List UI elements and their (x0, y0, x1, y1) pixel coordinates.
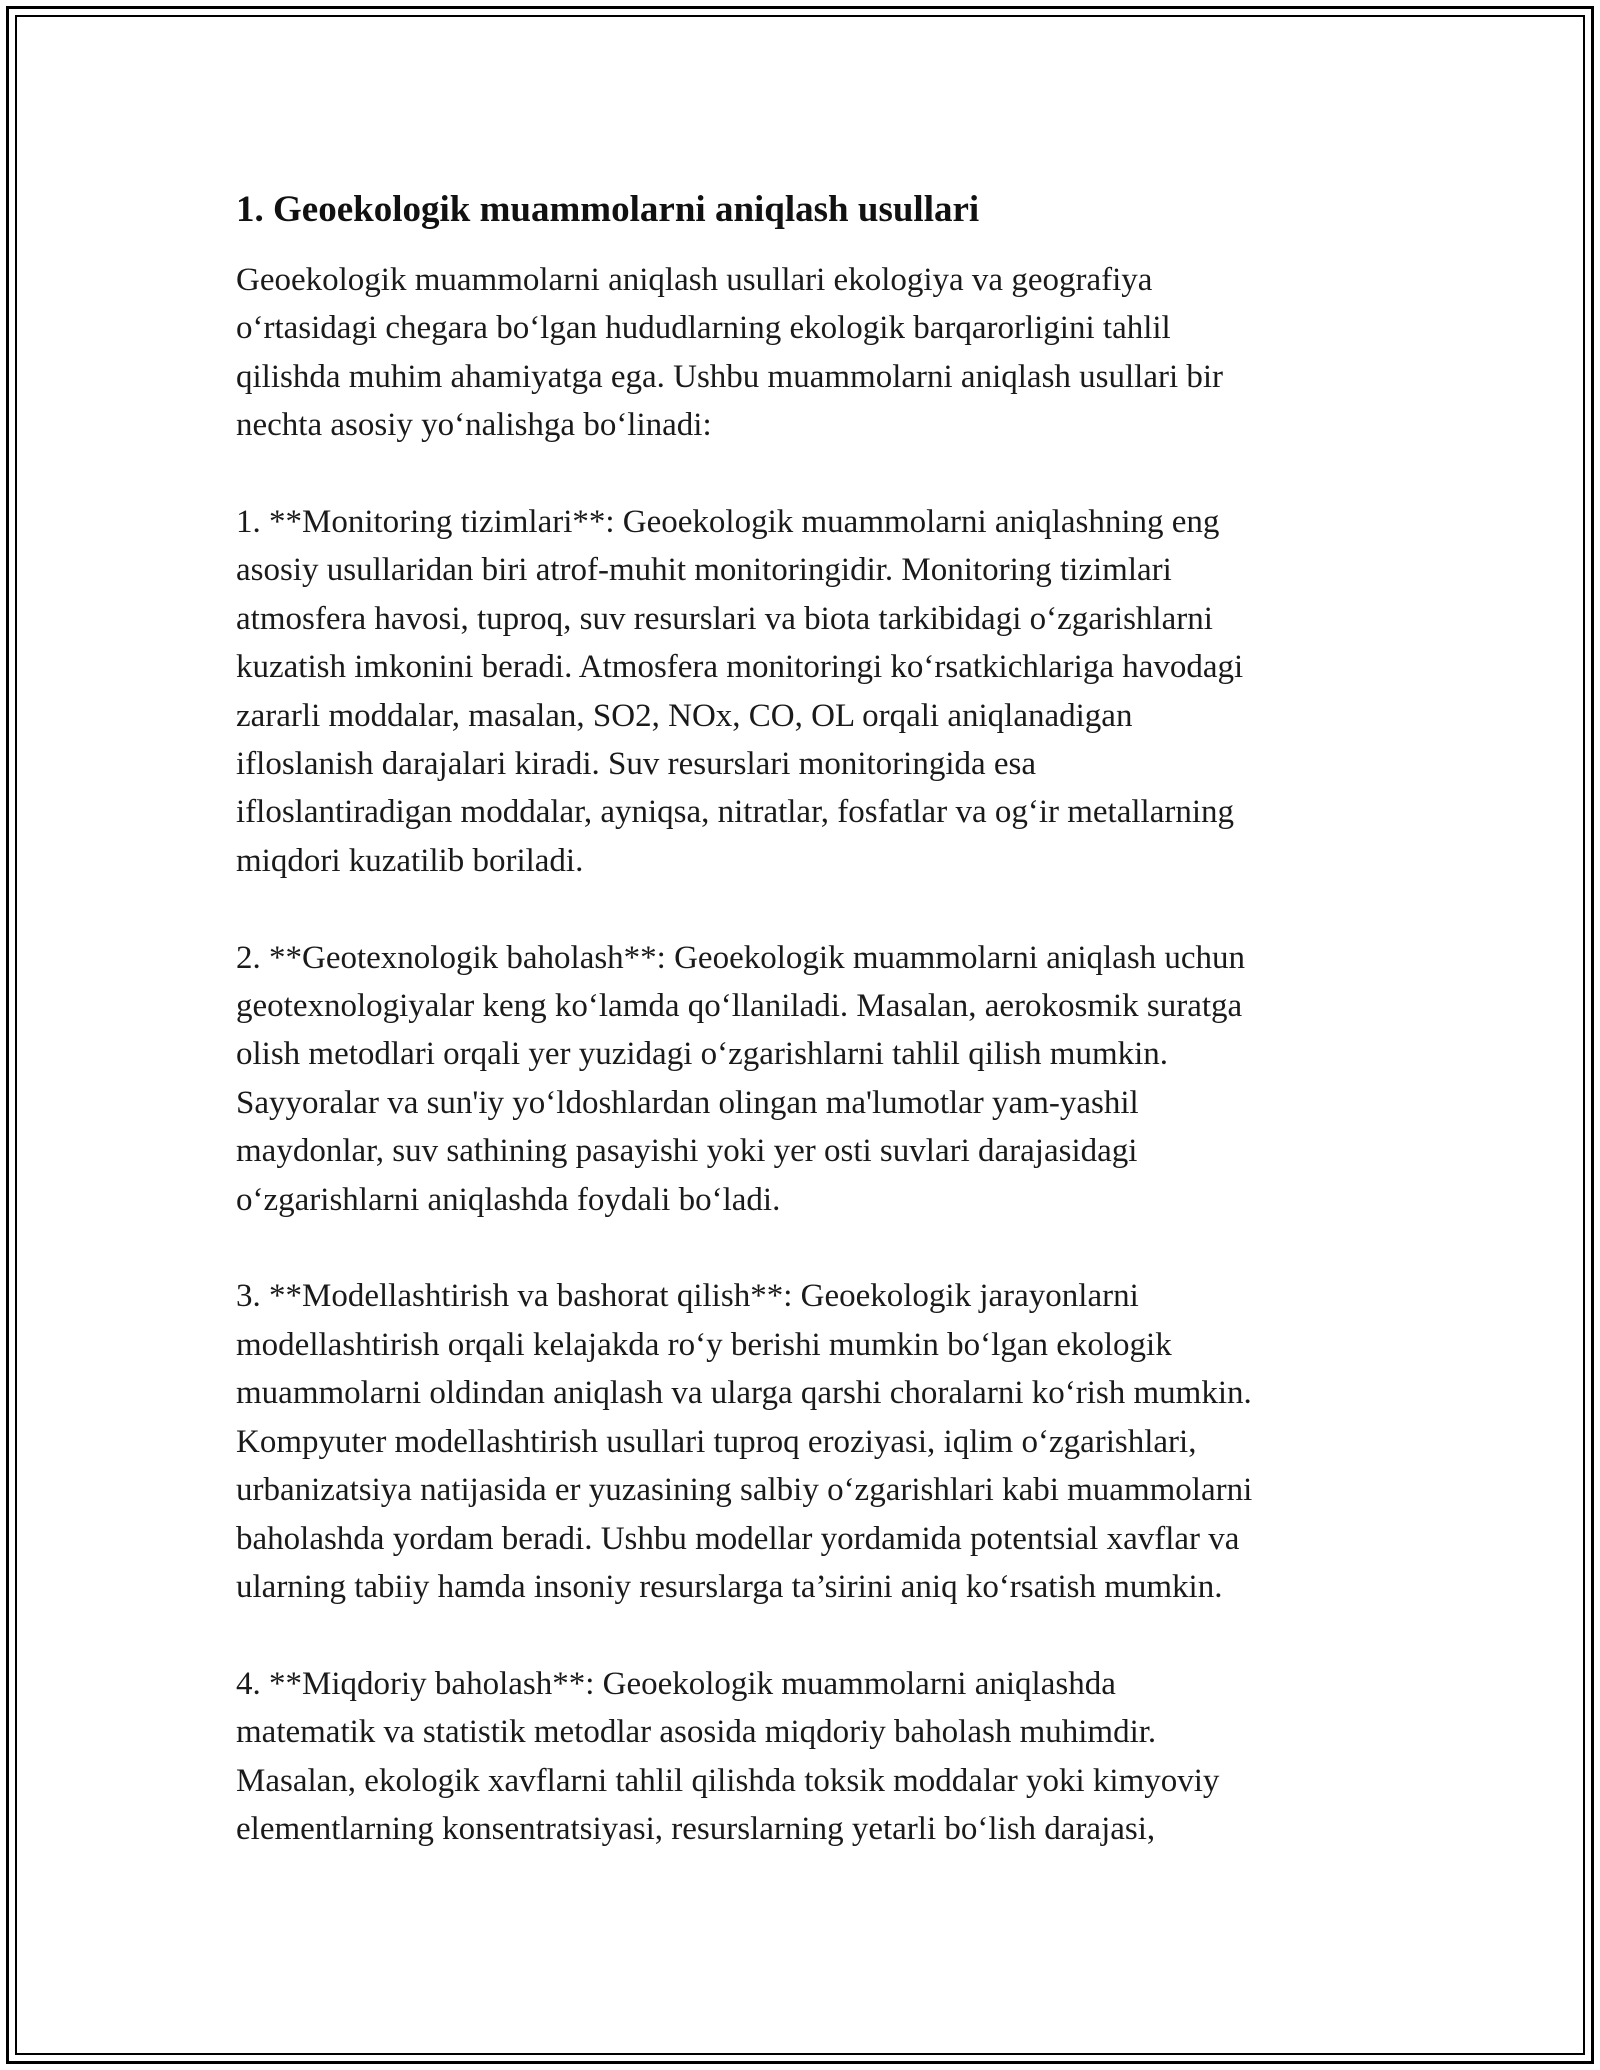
paragraph-geotechnology: 2. **Geotexnologik baholash**: Geoekologik muammolarni aniqlash uchun geotexnologiyalar keng ko‘lamda qo‘llaniladi. Masalan, aerokosmik suratga olish metodlari orqali yer yuzidagi o‘zgarishlarni tahlil qilish mumkin. Sayyoralar va sun'iy yo‘ldoshlardan olingan ma'lumotlar yam-yashil maydonlar, suv sathining pasayishi yoki yer osti suvlari darajasidagi o‘zgarishlarni aniqlashda foydali bo‘ladi. (236, 939, 1246, 1218)
section-heading: 1. Geoekologik muammolarni aniqlash usullari (236, 189, 980, 230)
paragraph-quantitative: 4. **Miqdoriy baholash**: Geoekologik muammolarni aniqlashda matematik va statistik metodlar asosida miqdoriy baholash muhimdir. Masalan, ekologik xavflarni tahlil qilishda toksik moddalar yoki kimyoviy elementlarning konsentratsiyasi, resurslarning yetarli bo‘lish darajasi, (236, 1665, 1220, 1847)
intro-paragraph: Geoekologik muammolarni aniqlash usullari ekologiya va geografiya o‘rtasidagi chegara bo‘lgan hududlarning ekologik barqarorligini tahlil qilishda muhim ahamiyatga ega. Ushbu muammolarni aniqlash usullari bir nechta asosiy yo‘nalishga bo‘linadi: (236, 262, 1224, 444)
paragraph-modelling: 3. **Modellashtirish va bashorat qilish**: Geoekologik jarayonlarni modellashtirish orqali kelajakda ro‘y berishi mumkin bo‘lgan ekologik muammolarni oldindan aniqlash va ularga qarshi choralarni ko‘rish mumkin. Kompyuter modellashtirish usullari tuproq eroziyasi, iqlim o‘zgarishlari, urbanizatsiya natijasida er yuzasining salbiy o‘zgarishlari kabi muammolarni baholashda yordam beradi. Ushbu modellar yordamida potentsial xavflar va ularning tabiiy hamda insoniy resurslarga ta’sirini aniq ko‘rsatish mumkin. (236, 1278, 1253, 1605)
paragraph-monitoring: 1. **Monitoring tizimlari**: Geoekologik muammolarni aniqlashning eng asosiy usullaridan biri atrof-muhit monitoringidir. Monitoring tizimlari atmosfera havosi, tuproq, suv resurslari va biota tarkibidagi o‘zgarishlarni kuzatish imkonini beradi. Atmosfera monitoringi ko‘rsatkichlariga havodagi zararli moddalar, masalan, SO2, NOx, CO, OL orqali aniqlanadigan ifloslanish darajalari kiradi. Suv resurslari monitoringida esa ifloslantiradigan moddalar, ayniqsa, nitratlar, fosfatlar va og‘ir metallarning miqdori kuzatilib boriladi. (236, 504, 1244, 879)
document-body (236, 186, 1386, 1902)
